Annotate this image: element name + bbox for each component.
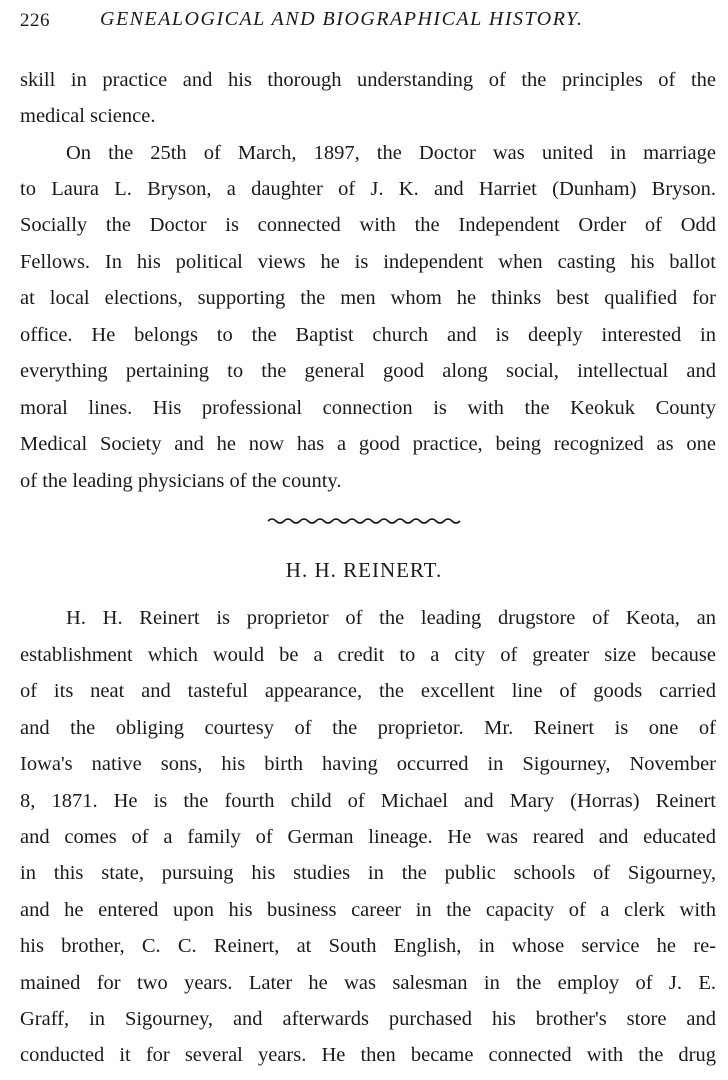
page-header (20, 8, 710, 38)
text-line: conducted it for several years. He then became connected with the drug (20, 1044, 716, 1066)
text-line: and he entered upon his business career in the capacity of a clerk with (20, 899, 716, 921)
text-line: medical science. (20, 105, 156, 127)
text-line: office. He belongs to the Baptist church and is deeply interested in (20, 324, 716, 346)
text-line: of its neat and tasteful appearance, the excellent line of goods carried (20, 680, 716, 702)
text-line: and the obliging courtesy of the proprietor. Mr. Reinert is one of (20, 717, 716, 739)
text-line: On the 25th of March, 1897, the Doctor was united in marriage (66, 142, 716, 164)
text-line: Socially the Doctor is connected with the Independent Order of Odd (20, 214, 716, 236)
text-line: H. H. Reinert is proprietor of the leading drugstore of Keota, an (66, 607, 716, 629)
text-line: to Laura L. Bryson, a daughter of J. K. and Harriet (Dunham) Bryson. (20, 178, 716, 200)
text-line: and comes of a family of German lineage. He was reared and educated (20, 826, 716, 848)
text-line: 8, 1871. He is the fourth child of Michael and Mary (Horras) Reinert (20, 790, 716, 812)
text-line: Iowa's native sons, his birth having occurred in Sigourney, November (20, 753, 716, 775)
text-line: moral lines. His professional connection is with the Keokuk County (20, 397, 716, 419)
page-number: 226 (20, 10, 50, 31)
text-line: skill in practice and his thorough understanding of the principles of the (20, 69, 716, 91)
running-title: GENEALOGICAL AND BIOGRAPHICAL HISTORY. (100, 8, 584, 30)
text-line: establishment which would be a credit to a city of greater size because (20, 644, 716, 666)
section-title: H. H. REINERT. (285, 558, 443, 582)
text-line: Fellows. In his political views he is independent when casting his ballot (20, 251, 716, 273)
text-line: mained for two years. Later he was salesman in the employ of J. E. (20, 972, 716, 994)
text-line: his brother, C. C. Reinert, at South English, in whose service he re- (20, 935, 716, 957)
text-line: in this state, pursuing his studies in the public schools of Sigourney, (20, 862, 716, 884)
wavy-divider (266, 516, 466, 526)
text-line: of the leading physicians of the county. (20, 470, 342, 492)
text-line: Graff, in Sigourney, and afterwards purchased his brother's store and (20, 1008, 716, 1030)
text-line: everything pertaining to the general good along social, intellectual and (20, 360, 716, 382)
text-line: Medical Society and he now has a good practice, being recognized as one (20, 433, 716, 455)
text-line: at local elections, supporting the men whom he thinks best qualified for (20, 287, 716, 309)
